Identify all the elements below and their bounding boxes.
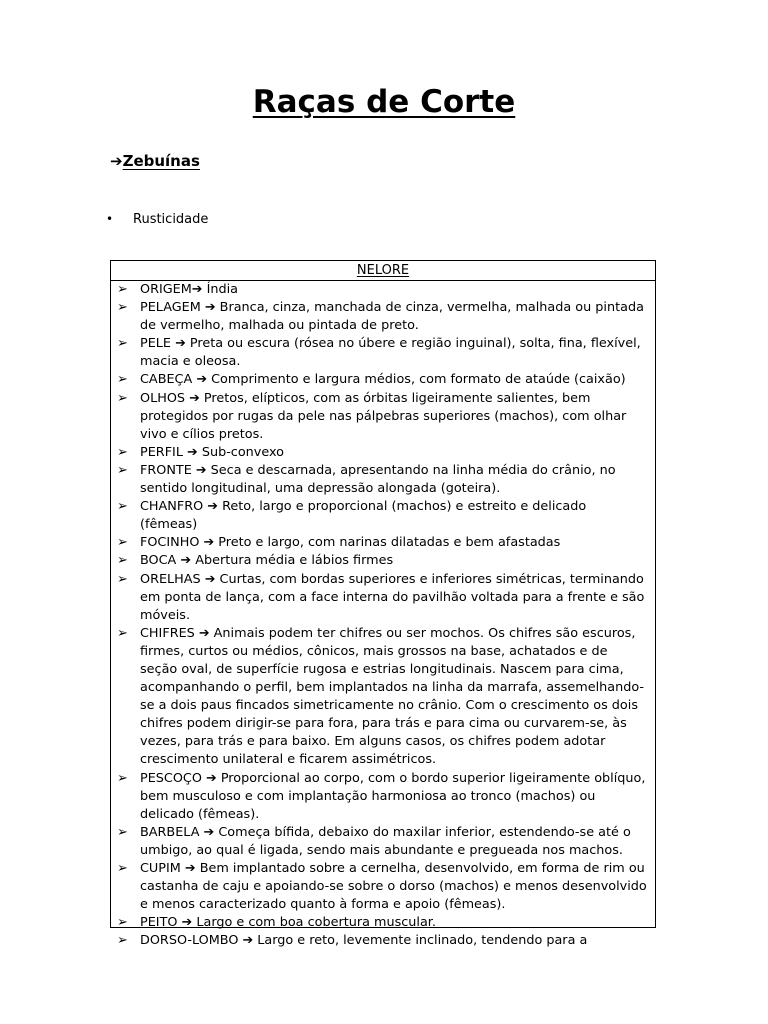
arrow-right-icon: ➔ [203,824,215,840]
arrowhead-bullet-icon: ➢ [117,861,128,876]
arrow-right-icon: ➔ [184,861,196,876]
trait-item [111,770,647,824]
trait-description: Bem implantado sobre a cernelha, desenvolvido, em forma de rim ou castanha de caju e apoiando-se sobre o dorso (machos) e menos desenvolvido e menos caracterizado quanto à forma e apoio (fêmeas). [140,861,647,913]
arrow-right-icon: ➔ [207,499,219,515]
trait-description: Começa bífida, debaixo do maxilar inferior, estendendo-se até o umbigo, ao qual é ligada, sendo mais abundante e pregueada nos machos. [140,824,631,858]
arrowhead-bullet-icon: ➢ [117,462,128,478]
trait-description: Índia [202,282,238,297]
section-heading-text: Zebuínas [122,152,200,170]
trait-description: Preta ou escura (rósea no úbere e região inguinal), solta, fina, flexível, macia e oleosa. [140,336,641,370]
page-title: Raças de Corte [252,84,516,120]
trait-description: Seca e descarnada, apresentando na linha média do crânio, no sentido longitudinal, uma depressão alongada (goteira). [140,462,616,497]
arrow-right-icon: ➔ [175,336,186,352]
arrow-right-icon: ➔ [110,152,123,170]
arrow-right-icon: ➔ [204,571,216,587]
trait-label: DORSO-LOMBO [140,933,243,949]
arrow-right-icon: ➔ [187,444,198,460]
trait-item [111,371,647,389]
trait-description: Curtas, com bordas superiores e inferiores simétricas, terminando em ponta de lança, com a face interna do pavilhão voltada para a frente e são móveis. [140,571,645,623]
trait-label: ORELHAS [140,571,205,587]
arrowhead-bullet-icon: ➢ [117,625,128,641]
arrowhead-bullet-icon: ➢ [117,390,128,406]
trait-item [111,860,647,914]
trait-description: Reto, largo e proporcional (machos) e estreito e delicado (fêmeas) [140,499,587,533]
trait-item [111,390,647,444]
arrowhead-bullet-icon: ➢ [117,553,128,569]
trait-item [111,462,647,498]
trait-label: PELAGEM [140,300,205,316]
arrow-right-icon: ➔ [206,770,217,786]
arrow-right-icon: ➔ [196,372,208,388]
trait-label: CHANFRO [140,499,208,515]
arrow-right-icon: ➔ [191,282,203,297]
trait-label: PELE [140,336,176,352]
trait-description: Preto e largo, com narinas dilatadas e bem afastadas [214,535,561,551]
trait-label: BOCA [140,553,181,569]
trait-label: OLHOS [140,390,190,406]
trait-item [111,932,647,950]
arrowhead-bullet-icon: ➢ [117,499,128,515]
trait-label: FOCINHO [140,535,204,551]
arrow-right-icon: ➔ [189,390,200,406]
trait-description: Abertura média e lábios firmes [191,553,394,569]
trait-description: Largo e com boa cobertura muscular. [192,915,436,931]
arrowhead-bullet-icon: ➢ [117,571,128,587]
trait-label: CUPIM [140,861,185,876]
arrowhead-bullet-icon: ➢ [117,372,128,388]
trait-label: CABEÇA [140,372,197,388]
trait-description: Sub-convexo [197,444,285,460]
trait-description: Branca, cinza, manchada de cinza, vermelha, malhada ou pintada de vermelho, malhada ou pintada de preto. [140,300,644,334]
arrowhead-bullet-icon: ➢ [117,915,128,931]
trait-item [111,299,647,335]
trait-description: Largo e reto, levemente inclinado, tendendo para a [253,933,588,949]
arrowhead-bullet-icon: ➢ [117,824,128,840]
trait-item [111,824,647,860]
trait-label: BARBELA [140,824,204,840]
bullet-dot-icon: • [106,212,114,226]
arrow-right-icon: ➔ [242,933,254,949]
arrowhead-bullet-icon: ➢ [117,282,128,297]
arrow-right-icon: ➔ [180,553,192,569]
bullet-item-text: Rusticidade [133,212,209,227]
trait-list [111,281,655,950]
trait-label: PEITO [140,915,182,931]
arrowhead-bullet-icon: ➢ [117,336,128,352]
trait-description: Pretos, elípticos, com as órbitas ligeiramente salientes, bem protegidos por rugas da pele nas pálpebras superiores (machos), com olhar vivo e cílios pretos. [140,390,627,442]
arrowhead-bullet-icon: ➢ [117,933,128,949]
trait-item [111,498,647,534]
section-heading [110,152,200,170]
arrow-right-icon: ➔ [203,535,215,551]
trait-item [111,335,647,371]
trait-label: FRONTE [140,462,196,478]
trait-label: PERFIL [140,444,188,460]
trait-label: ORIGEM [140,282,192,297]
trait-description: Comprimento e largura médios, com formato de ataúde (caixão) [207,372,626,388]
breed-table [110,260,656,949]
arrow-right-icon: ➔ [204,300,216,316]
trait-item [111,534,647,552]
trait-item [111,625,647,770]
bullet-item [106,212,208,227]
arrow-right-icon: ➔ [195,462,207,478]
trait-description: Proporcional ao corpo, com o bordo superior ligeiramente oblíquo, bem musculoso e com implantação harmoniosa ao tronco (machos) ou delicado (fêmeas). [140,770,646,822]
trait-label: PESCOÇO [140,770,207,786]
arrowhead-bullet-icon: ➢ [117,535,128,551]
arrow-right-icon: ➔ [181,915,193,931]
trait-description: Animais podem ter chifres ou ser mochos. Os chifres são escuros, firmes, curtos ou médios, cônicos, mais grossos na base, achatados e de seção oval, de superfície rugosa e estrias longitudinais. Nascem para cima, acompanhando o perfil, bem implantados na linha da marrafa, assemelhando-se a dois paus fincados simetricamente no crânio. Com o crescimento os dois chifres podem dirigir-se para fora, para trás e para cima ou curvarem-se, às vezes, para trás e para baixo. Em alguns casos, os chifres podem adotar crescimento unilateral e ficarem assimétricos. [140,625,645,768]
trait-label: CHIFRES [140,625,199,641]
arrowhead-bullet-icon: ➢ [117,444,128,460]
arrow-right-icon: ➔ [198,625,210,641]
trait-item [111,552,647,570]
trait-item [111,444,647,462]
table-header: NELORE [111,261,655,281]
trait-item [111,281,647,299]
trait-item [111,571,647,625]
trait-item [111,914,647,932]
arrowhead-bullet-icon: ➢ [117,300,128,316]
arrowhead-bullet-icon: ➢ [117,770,128,786]
